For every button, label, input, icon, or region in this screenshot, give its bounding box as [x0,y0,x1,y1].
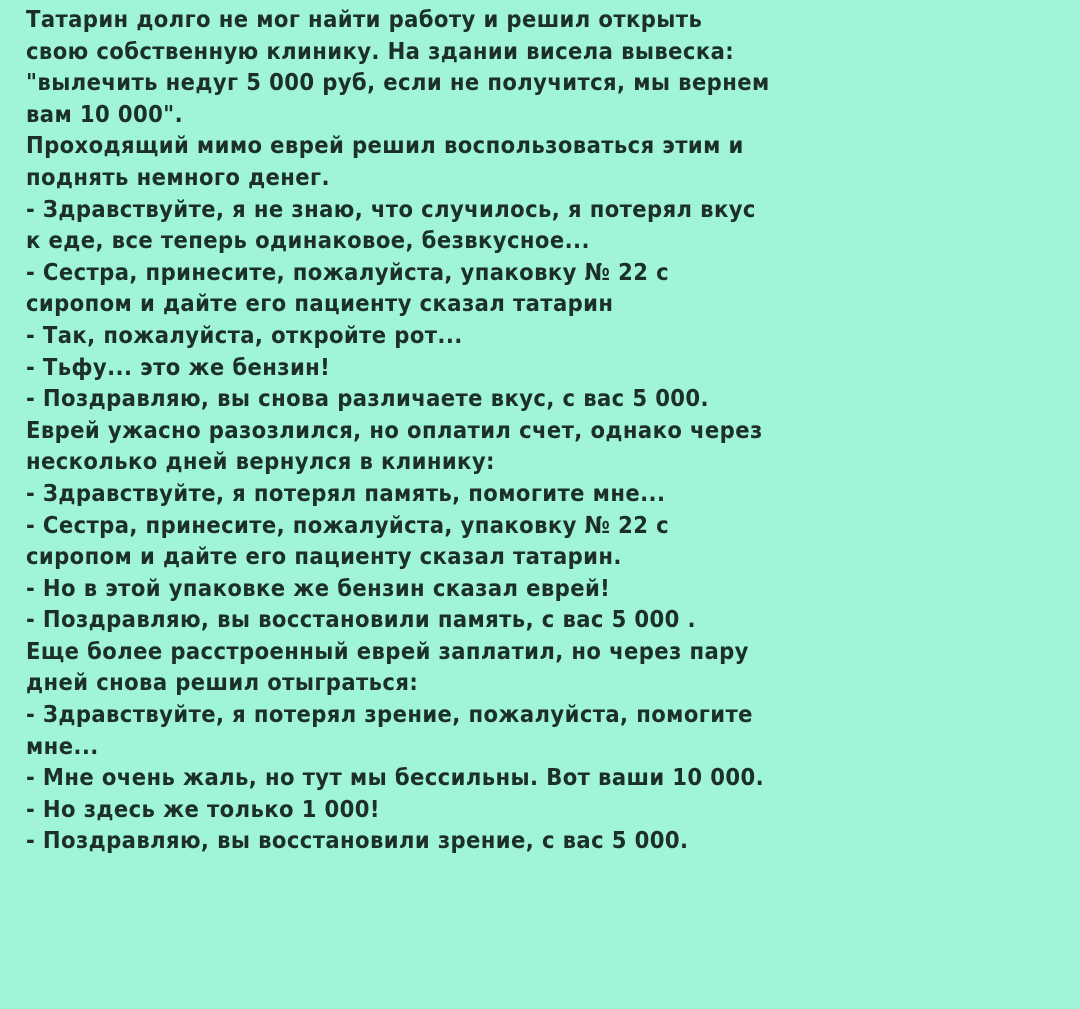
text-line: - Сестра, принесите, пожалуйста, упаковку № 22 с [26,510,670,539]
text-line: - Но здесь же только 1 000! [26,794,380,823]
text-line: - Здравствуйте, я не знаю, что случилось, я потерял вкус [26,194,756,223]
text-line: - Поздравляю, вы восстановили память, с вас 5 000 . [26,605,696,634]
text-line: Татарин долго не мог найти работу и решил открыть [26,5,703,33]
text-line: - Тьфу... это же бензин! [26,352,331,381]
text-line: поднять немного денег. [26,162,330,191]
text-line: - Мне очень жаль, но тут мы бессильны. Вот ваши 10 000. [26,763,765,792]
text-line: дней снова решил отыграться: [26,668,419,697]
text-line: - Но в этой упаковке же бензин сказал еврей! [26,573,611,602]
text-line: - Сестра, принесите, пожалуйста, упаковку № 22 с [26,257,670,286]
text-line: "вылечить недуг 5 000 руб, если не получится, мы вернем [26,68,770,97]
text-line: Еще более расстроенный еврей заплатил, но через пару [26,636,749,665]
text-line: - Здравствуйте, я потерял память, помогите мне... [26,478,666,507]
text-line: к еде, все теперь одинаковое, безвкусное... [26,226,590,255]
text-line: сиропом и дайте его пациенту сказал татарин. [26,542,622,571]
joke-text [26,4,1066,857]
text-line: Еврей ужасно разозлился, но оплатил счет, однако через [26,415,763,444]
text-line: вам 10 000". [26,99,184,128]
text-line: сиропом и дайте его пациенту сказал татарин [26,289,614,318]
text-line: мне... [26,731,99,760]
text-line: свою собственную клинику. На здании висела вывеска: [26,36,735,65]
text-line: - Поздравляю, вы восстановили зрение, с вас 5 000. [26,826,689,855]
text-line: несколько дней вернулся в клинику: [26,447,495,476]
text-line: - Здравствуйте, я потерял зрение, пожалуйста, помогите [26,700,753,729]
text-line: - Так, пожалуйста, откройте рот... [26,320,463,349]
text-line: - Поздравляю, вы снова различаете вкус, с вас 5 000. [26,384,709,413]
text-line: Проходящий мимо еврей решил воспользоваться этим и [26,131,744,160]
